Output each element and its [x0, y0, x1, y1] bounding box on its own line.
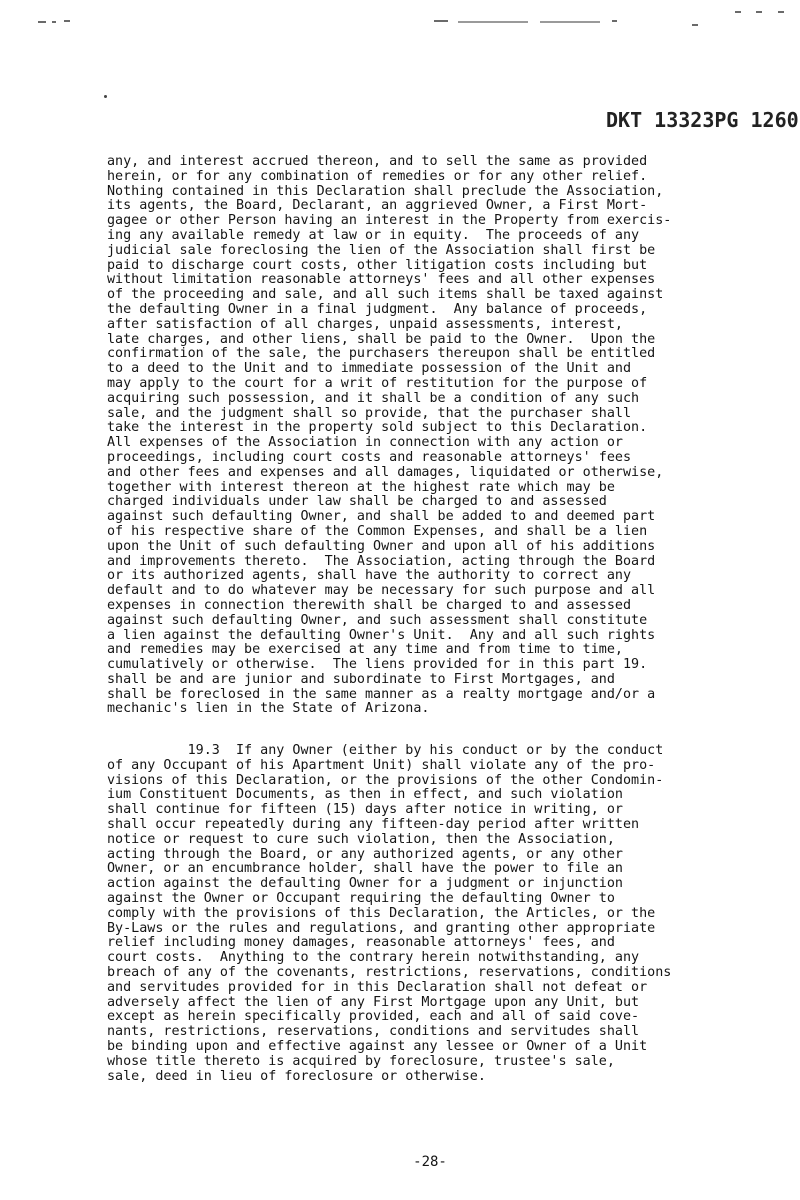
- paragraph-1: [107, 155, 727, 717]
- text-line: relief including money damages, reasonable attorneys' fees, and: [107, 935, 615, 951]
- scan-artifact: [64, 20, 70, 22]
- text-line: late charges, and other liens, shall be paid to the Owner. Upon the: [107, 331, 656, 347]
- text-line: against such defaulting Owner, and shall be added to and deemed part: [107, 509, 656, 525]
- text-line: except as herein specifically provided, each and all of said cove-: [107, 1009, 640, 1025]
- scan-speck: [104, 95, 107, 98]
- text-line: visions of this Declaration, or the provisions of the other Condomin-: [107, 772, 664, 788]
- page-number: -28-: [413, 1154, 447, 1170]
- text-line: default and to do whatever may be necessary for such purpose and all: [107, 583, 656, 599]
- scan-artifact: [612, 20, 617, 22]
- text-line: notice or request to cure such violation, then the Association,: [107, 831, 615, 847]
- text-line: of the proceeding and sale, and all such items shall be taxed against: [107, 287, 664, 303]
- text-line: upon the Unit of such defaulting Owner and upon all of his additions: [107, 538, 656, 554]
- text-line: proceedings, including court costs and reasonable attorneys' fees: [107, 449, 632, 465]
- text-line: confirmation of the sale, the purchasers thereupon shall be entitled: [107, 346, 656, 362]
- text-line: and servitudes provided for in this Declaration shall not defeat or: [107, 979, 648, 995]
- text-line: together with interest thereon at the highest rate which may be: [107, 479, 615, 495]
- text-line: the defaulting Owner in a final judgment. Any balance of proceeds,: [107, 301, 648, 317]
- scan-artifact: [778, 11, 784, 13]
- text-line: comply with the provisions of this Declaration, the Articles, or the: [107, 905, 656, 921]
- text-line: All expenses of the Association in connection with any action or: [107, 435, 623, 451]
- text-line: be binding upon and effective against any lessee or Owner of a Unit: [107, 1038, 648, 1054]
- text-line: shall be foreclosed in the same manner as a realty mortgage and/or a: [107, 686, 656, 702]
- text-line: of any Occupant of his Apartment Unit) shall violate any of the pro-: [107, 757, 656, 773]
- text-line: judicial sale foreclosing the lien of the Association shall first be: [107, 242, 656, 258]
- text-line: shall occur repeatedly during any fifteen-day period after written: [107, 816, 640, 832]
- text-line: after satisfaction of all charges, unpaid assessments, interest,: [107, 316, 623, 332]
- text-line: whose title thereto is acquired by foreclosure, trustee's sale,: [107, 1053, 615, 1069]
- text-line: gagee or other Person having an interest in the Property from exercis-: [107, 213, 672, 229]
- text-line: shall continue for fifteen (15) days after notice in writing, or: [107, 802, 623, 818]
- text-line: paid to discharge court costs, other litigation costs including but: [107, 257, 648, 273]
- text-line: Owner, or an encumbrance holder, shall have the power to file an: [107, 861, 623, 877]
- text-line: any, and interest accrued thereon, and to sell the same as provided: [107, 154, 648, 169]
- text-line: sale, and the judgment shall so provide, that the purchaser shall: [107, 405, 632, 421]
- scan-artifact: [38, 21, 46, 23]
- text-line: court costs. Anything to the contrary herein notwithstanding, any: [107, 950, 640, 966]
- text-line: its agents, the Board, Declarant, an aggrieved Owner, a First Mort-: [107, 198, 648, 214]
- text-line: sale, deed in lieu of foreclosure or otherwise.: [107, 1068, 486, 1084]
- text-line: ing any available remedy at law or in equity. The proceeds of any: [107, 227, 640, 243]
- text-line: and other fees and expenses and all damages, liquidated or otherwise,: [107, 464, 664, 480]
- text-line: may apply to the court for a writ of restitution for the purpose of: [107, 375, 648, 391]
- scan-artifact: [52, 21, 56, 23]
- text-line: a lien against the defaulting Owner's Unit. Any and all such rights: [107, 627, 656, 643]
- text-line: herein, or for any combination of remedies or for any other relief.: [107, 168, 648, 184]
- text-line: without limitation reasonable attorneys' fees and all other expenses: [107, 272, 656, 288]
- recording-stamp: DKT 13323PG 1260: [606, 108, 799, 132]
- scan-artifact: [735, 11, 741, 13]
- scan-artifact: [540, 21, 600, 23]
- text-line: acquiring such possession, and it shall be a condition of any such: [107, 390, 640, 406]
- text-line: adversely affect the lien of any First Mortgage upon any Unit, but: [107, 994, 640, 1010]
- text-line: or its authorized agents, shall have the authority to correct any: [107, 568, 632, 584]
- scan-artifact: [434, 20, 448, 22]
- text-line: nants, restrictions, reservations, conditions and servitudes shall: [107, 1024, 640, 1040]
- text-line: expenses in connection therewith shall be charged to and assessed: [107, 597, 632, 613]
- text-line: to a deed to the Unit and to immediate possession of the Unit and: [107, 361, 632, 377]
- text-line: mechanic's lien in the State of Arizona.: [107, 701, 430, 717]
- text-line: of his respective share of the Common Expenses, and shall be a lien: [107, 523, 648, 539]
- scan-artifact: [756, 11, 762, 13]
- text-line: and remedies may be exercised at any time and from time to time,: [107, 642, 623, 658]
- text-line: Nothing contained in this Declaration shall preclude the Association,: [107, 183, 664, 199]
- text-line: charged individuals under law shall be charged to and assessed: [107, 494, 607, 510]
- text-line: acting through the Board, or any authorized agents, or any other: [107, 846, 623, 862]
- text-line: By-Laws or the rules and regulations, and granting other appropriate: [107, 920, 656, 936]
- text-line: 19.3 If any Owner (either by his conduct or by the conduct: [107, 743, 664, 758]
- text-line: action against the defaulting Owner for a judgment or injunction: [107, 876, 623, 892]
- paragraph-19-3: [107, 744, 727, 1084]
- text-line: against such defaulting Owner, and such assessment shall constitute: [107, 612, 648, 628]
- text-line: take the interest in the property sold subject to this Declaration.: [107, 420, 648, 436]
- text-line: cumulatively or otherwise. The liens provided for in this part 19.: [107, 657, 648, 673]
- text-line: against the Owner or Occupant requiring the defaulting Owner to: [107, 890, 615, 906]
- text-line: shall be and are junior and subordinate to First Mortgages, and: [107, 671, 615, 687]
- text-line: breach of any of the covenants, restrictions, reservations, conditions: [107, 964, 672, 980]
- text-line: ium Constituent Documents, as then in effect, and such violation: [107, 787, 623, 803]
- text-line: and improvements thereto. The Association, acting through the Board: [107, 553, 656, 569]
- scan-artifact: [692, 24, 698, 26]
- scan-artifact: [458, 21, 528, 23]
